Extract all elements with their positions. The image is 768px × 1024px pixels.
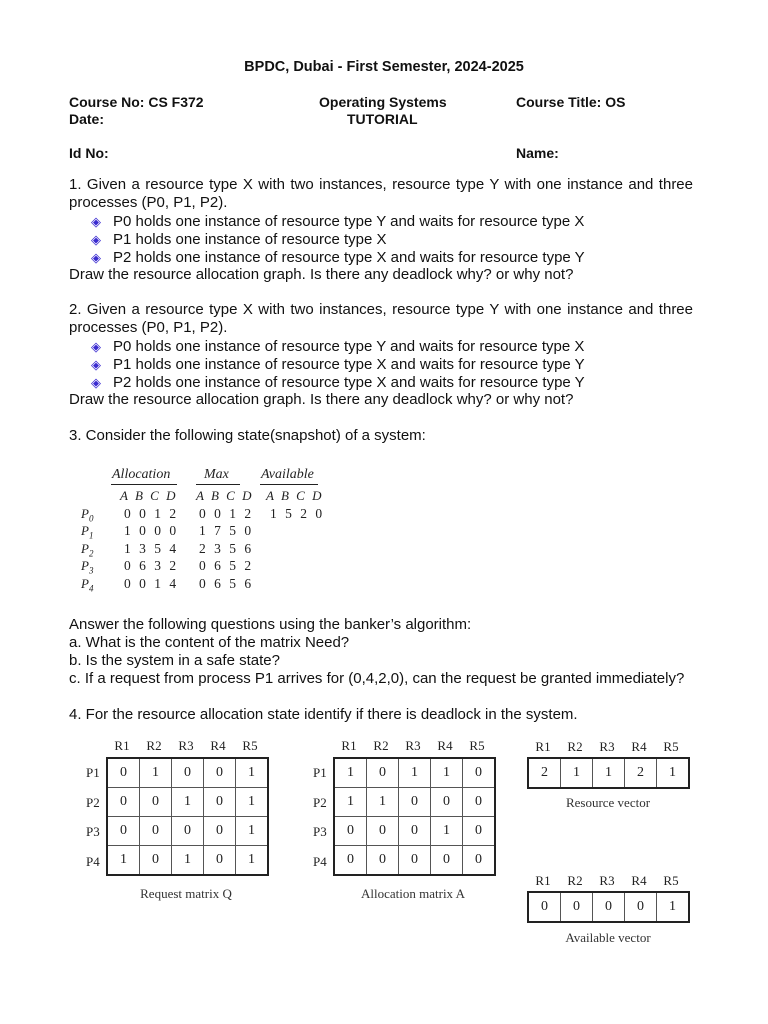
available-columns: A B C D — [266, 488, 324, 503]
id-label: Id No: — [69, 145, 109, 161]
max-row: 2 3 5 6 — [199, 541, 254, 556]
q1-bullet: ◈ P1 holds one instance of resource type X — [91, 231, 387, 248]
course-title: Course Title: OS — [516, 94, 626, 110]
process-label: $P_1$ — [81, 523, 94, 541]
request-matrix-caption: Request matrix Q — [140, 886, 232, 901]
allocation-row: 0 0 1 4 — [124, 576, 179, 591]
tutorial-label: TUTORIAL — [347, 111, 418, 127]
allocation-row: 0 0 1 2 — [124, 506, 179, 521]
q3-lead: Answer the following questions using the banker’s algorithm: — [69, 616, 472, 633]
q3-part-b: b. Is the system in a safe state? — [69, 652, 280, 669]
process-label: $P_4$ — [81, 576, 94, 594]
q3-intro: 3. Consider the following state(snapshot) of a system: — [69, 427, 426, 444]
q1-bullet: ◈ P2 holds one instance of resource type X and waits for resource type Y — [91, 249, 585, 266]
max-header: Max — [204, 467, 229, 482]
max-row: 0 0 1 2 — [199, 506, 254, 521]
max-row: 0 6 5 2 — [199, 558, 254, 573]
diamond-bullet-icon: ◈ — [91, 339, 101, 354]
q3-part-a: a. What is the content of the matrix Need? — [69, 634, 350, 651]
q2-task: Draw the resource allocation graph. Is there any deadlock why? or why not? — [69, 391, 574, 408]
q1-bullet: ◈ P0 holds one instance of resource type Y and waits for resource type X — [91, 213, 585, 230]
available-row: 1 5 2 0 — [270, 506, 325, 521]
diamond-bullet-icon: ◈ — [91, 375, 101, 390]
max-columns: A B C D — [196, 488, 254, 503]
name-label: Name: — [516, 145, 559, 161]
diamond-bullet-icon: ◈ — [91, 214, 101, 229]
allocation-header: Allocation — [112, 467, 171, 482]
q2-intro: 2. Given a resource type X with two instances, resource type Y with one instance and three processes (P0, P1, P2). — [69, 301, 693, 336]
diamond-bullet-icon: ◈ — [91, 232, 101, 247]
diamond-bullet-icon: ◈ — [91, 357, 101, 372]
diamond-bullet-icon: ◈ — [91, 250, 101, 265]
q3-part-c: c. If a request from process P1 arrives for (0,4,2,0), can the request be granted immediately? — [69, 670, 685, 687]
process-label: $P_0$ — [81, 506, 94, 524]
process-label: $P_3$ — [81, 558, 94, 576]
allocation-matrix-caption: Allocation matrix A — [361, 886, 465, 901]
q2-bullet: ◈ P0 holds one instance of resource type Y and waits for resource type X — [91, 338, 585, 355]
q2-bullet: ◈ P1 holds one instance of resource type X and waits for resource type Y — [91, 356, 585, 373]
document-title: BPDC, Dubai - First Semester, 2024-2025 — [244, 59, 524, 75]
q2-bullet: ◈ P2 holds one instance of resource type X and waits for resource type Y — [91, 374, 585, 391]
course-number: Course No: CS F372 — [69, 94, 204, 110]
course-name: Operating Systems — [319, 94, 447, 110]
q4-intro: 4. For the resource allocation state identify if there is deadlock in the system. — [69, 706, 578, 723]
date-label: Date: — [69, 111, 105, 127]
process-label: $P_2$ — [81, 541, 94, 559]
allocation-columns: A B C D — [120, 488, 178, 503]
allocation-row: 1 3 5 4 — [124, 541, 179, 556]
q1-task: Draw the resource allocation graph. Is there any deadlock why? or why not? — [69, 266, 574, 283]
max-row: 1 7 5 0 — [199, 523, 254, 538]
q1-intro: 1. Given a resource type X with two instances, resource type Y with one instance and three processes (P0, P1, P2). — [69, 176, 693, 211]
allocation-row: 1 0 0 0 — [124, 523, 179, 538]
max-row: 0 6 5 6 — [199, 576, 254, 591]
allocation-row: 0 6 3 2 — [124, 558, 179, 573]
available-vector-caption: Available vector — [565, 930, 651, 945]
available-header: Available — [261, 467, 314, 482]
resource-vector-caption: Resource vector — [565, 795, 651, 810]
